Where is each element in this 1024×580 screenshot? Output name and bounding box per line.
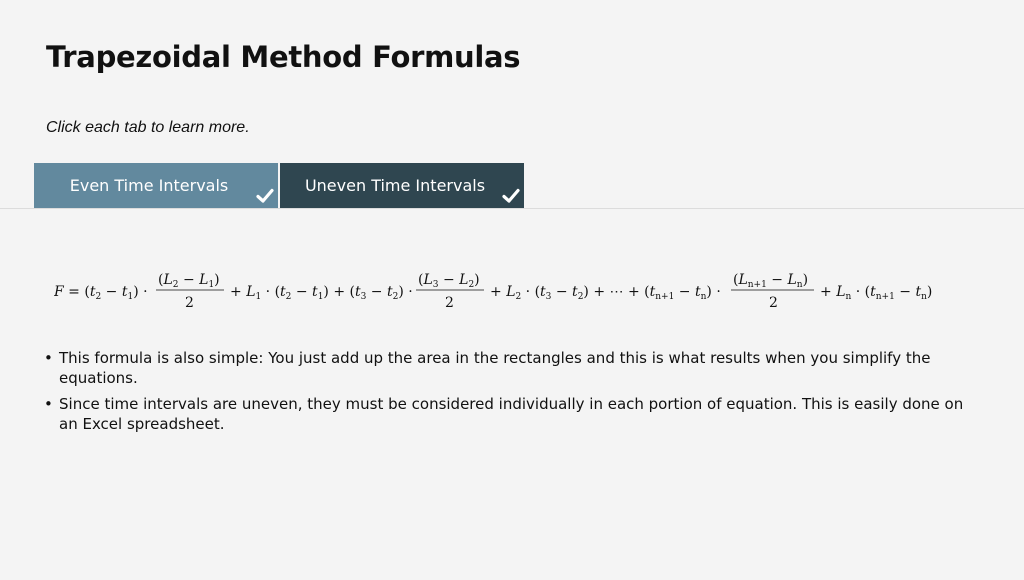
instruction-text: Click each tab to learn more. bbox=[46, 119, 250, 136]
tab-uneven-time-intervals[interactable] bbox=[280, 163, 524, 208]
svg-text:(Ln+1 − Ln): $(L_{n+1} - L_n)$ bbox=[733, 272, 809, 290]
svg-text:2: 2 bbox=[185, 295, 194, 311]
page-title: Trapezoidal Method Formulas bbox=[46, 40, 521, 74]
svg-text:(L3 − L2): $(L_3 - L_2)$ bbox=[418, 272, 480, 290]
svg-text:+ Ln · (tn+1 − tn): + $L_n \cdot (t_{n+1} - t_n)$ bbox=[820, 284, 933, 302]
list-item bbox=[44, 394, 984, 434]
bullet-text: This formula is also simple: You just add up the area in the rectangles and this is what results when you simplify the equations. bbox=[59, 349, 931, 387]
list-item bbox=[44, 348, 984, 388]
trapezoidal-formula bbox=[54, 268, 954, 314]
svg-text:2: 2 bbox=[769, 295, 778, 311]
bullet-dot-icon: • bbox=[44, 349, 53, 367]
bullet-dot-icon: • bbox=[44, 395, 53, 413]
svg-text:+ L2 · (t3 − t2) + ⋯ + (tn+1 −: + $L_2 \cdot (t_3 - t_2)$ + ⋯ + $(t_{n+1} - t_n)$ · bbox=[490, 284, 721, 302]
svg-text:(L2 − L1): $(L_2 - L_1)$ bbox=[158, 272, 220, 290]
tab-label: Uneven Time Intervals bbox=[304, 176, 486, 195]
svg-text:+ L1 · (t2 − t1) + (t3 − t2) ·: + $L_1 \cdot (t_2 - t_1) + (t_3 - t_2)$ · bbox=[230, 284, 413, 302]
tab-bar bbox=[34, 163, 524, 208]
tab-label: Even Time Intervals bbox=[69, 176, 229, 195]
svg-text:F = (t2 − t1) ·: $F = (t_2 - t_1)$ · bbox=[54, 284, 148, 302]
svg-text:2: 2 bbox=[445, 295, 454, 311]
bullet-list bbox=[44, 348, 984, 440]
checkmark-icon bbox=[502, 188, 520, 204]
checkmark-icon bbox=[256, 188, 274, 204]
tab-even-time-intervals[interactable] bbox=[34, 163, 278, 208]
bullet-text: Since time intervals are uneven, they must be considered individually in each portion of equation. This is easily done on an Excel spreadsheet. bbox=[59, 395, 964, 433]
divider bbox=[0, 208, 1024, 209]
